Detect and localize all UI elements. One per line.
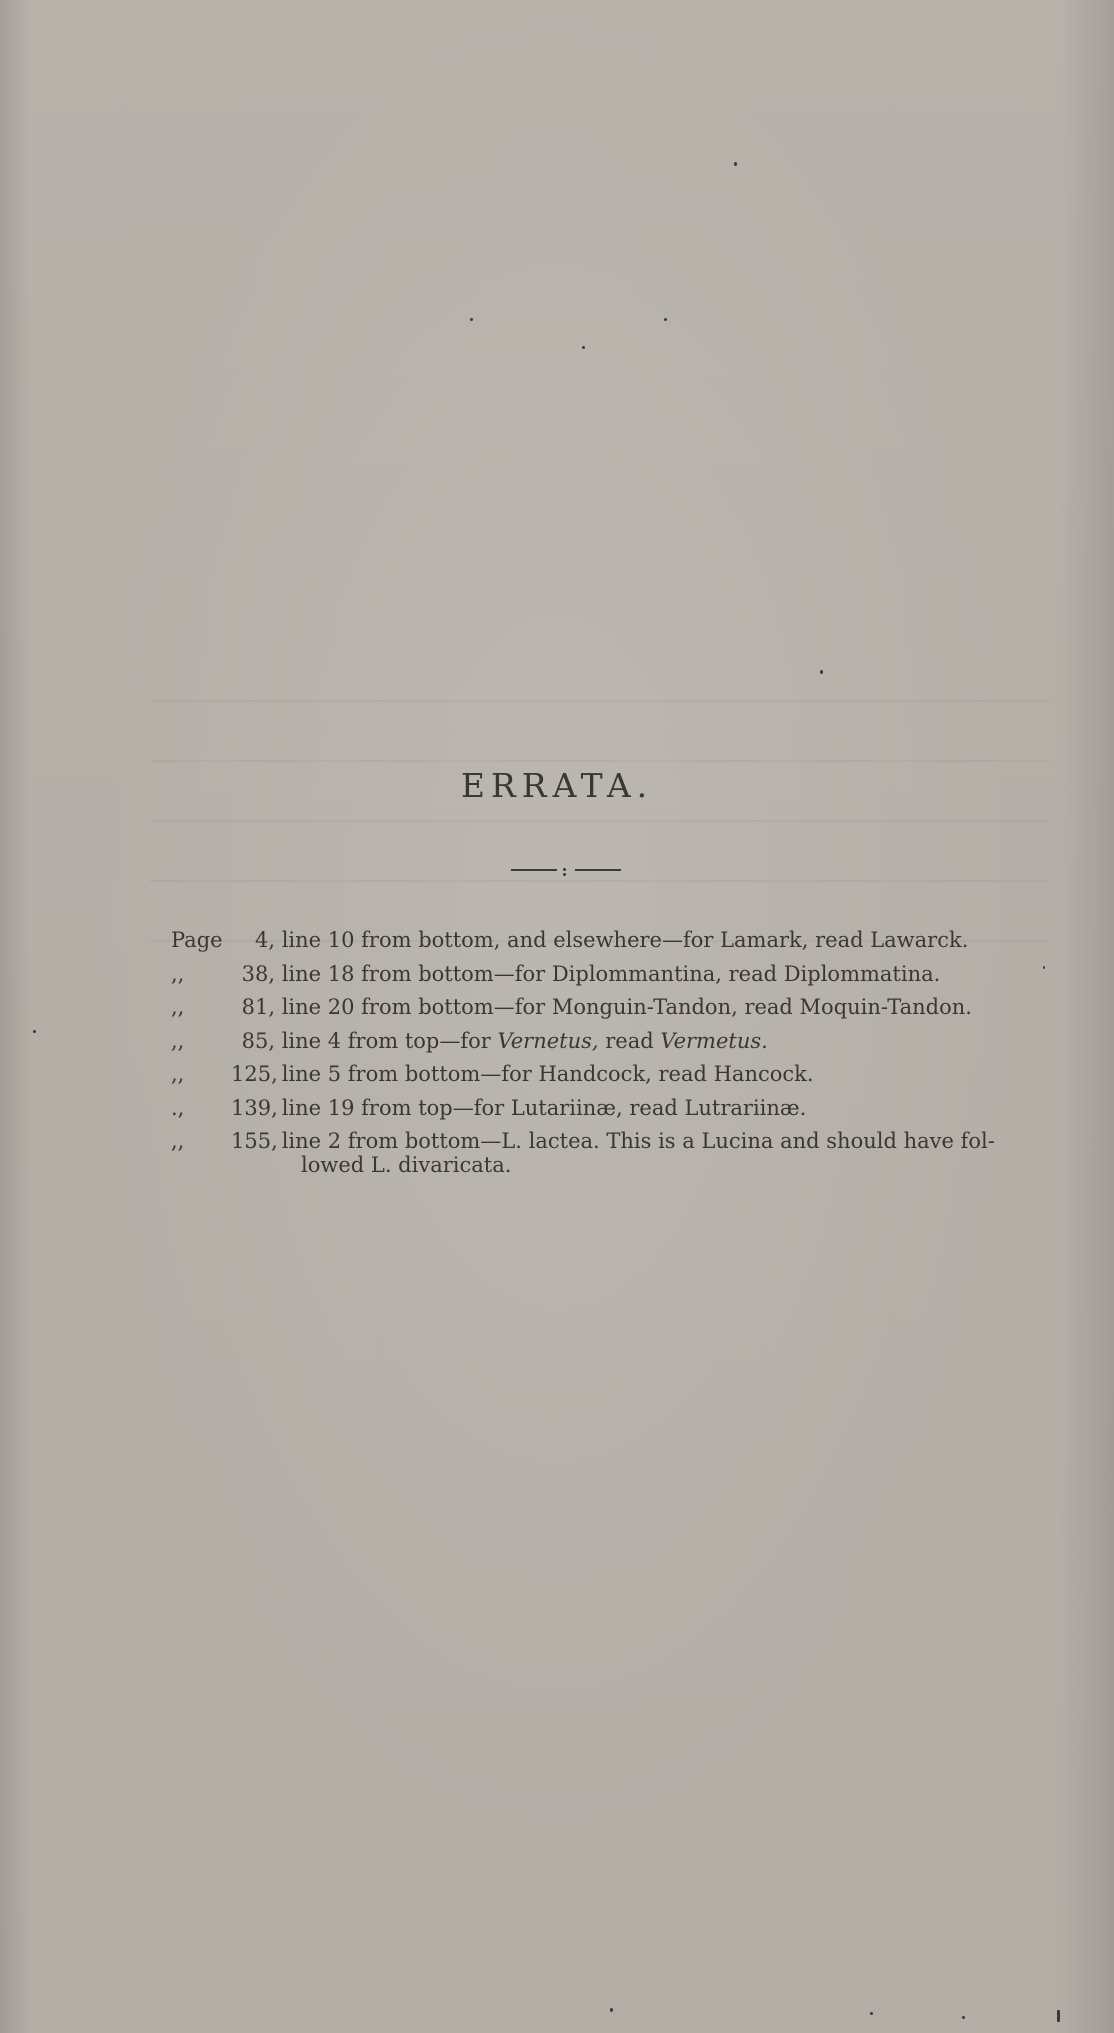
- show-through-texture: [150, 410, 1070, 1350]
- entry-text: line 10 from bottom, and elsewhere—for Lamark, read Lawarck.: [281, 928, 969, 952]
- entry-page-number: 4,: [254, 928, 275, 952]
- paper-speck: [664, 318, 667, 321]
- entry-lead: ,,: [171, 961, 185, 986]
- entry-lead: ,,: [171, 1129, 185, 1153]
- paper-speck: [820, 670, 823, 674]
- errata-entry: [171, 924, 1071, 958]
- entry-page-number: 125,: [231, 1062, 278, 1086]
- title-divider: [511, 864, 621, 876]
- entry-text: line 2 from bottom—L. lactea. This is a Lucina and should have fol- lowed L. divaricata.: [275, 1125, 1067, 1177]
- errata-entry: [171, 1025, 1071, 1059]
- errata-entry: [171, 1092, 1071, 1126]
- errata-list: [171, 924, 1071, 1177]
- entry-lead: ,,: [171, 1028, 185, 1053]
- paper-speck: [1057, 2010, 1060, 2022]
- entry-lead: Page: [171, 928, 223, 952]
- errata-entry: [171, 991, 1071, 1025]
- entry-page-number: 85,: [241, 1028, 275, 1053]
- paper-speck: [470, 318, 473, 321]
- entry-text: line 19 from top—for Lutariinæ, read Lutrariinæ.: [281, 1095, 807, 1120]
- errata-entry: [171, 1125, 1071, 1177]
- paper-speck: [582, 346, 585, 349]
- entry-page-number: 38,: [241, 961, 275, 986]
- entry-lead: .,: [171, 1095, 185, 1120]
- errata-entry: [171, 958, 1071, 992]
- paper-speck: [610, 2008, 613, 2012]
- errata-entry: [171, 1058, 1071, 1092]
- entry-text: line 4 from top—for Vernetus, read Vermetus.: [281, 1028, 768, 1053]
- entry-page-number: 139,: [231, 1095, 278, 1120]
- paper-speck: [33, 1030, 36, 1033]
- paper-speck: [870, 2012, 873, 2015]
- paper-speck: [734, 162, 737, 166]
- entry-text: line 5 from bottom—for Handcock, read Hancock.: [281, 1062, 814, 1086]
- entry-text: line 18 from bottom—for Diplommantina, read Diplommatina.: [281, 961, 941, 986]
- page-title: ERRATA.: [460, 766, 654, 805]
- paper-speck: [962, 2016, 965, 2019]
- entry-lead: ,,: [171, 1062, 185, 1086]
- entry-italic-wrong: Vernetus,: [497, 1028, 599, 1053]
- entry-text: line 20 from bottom—for Monguin-Tandon, read Moquin-Tandon.: [281, 995, 972, 1019]
- entry-page-number: 81,: [241, 995, 275, 1019]
- entry-continuation: lowed L. divaricata.: [301, 1153, 512, 1177]
- entry-page-number: 155,: [231, 1129, 278, 1153]
- entry-italic-correct: Vermetus.: [660, 1028, 768, 1053]
- entry-lead: ,,: [171, 995, 185, 1019]
